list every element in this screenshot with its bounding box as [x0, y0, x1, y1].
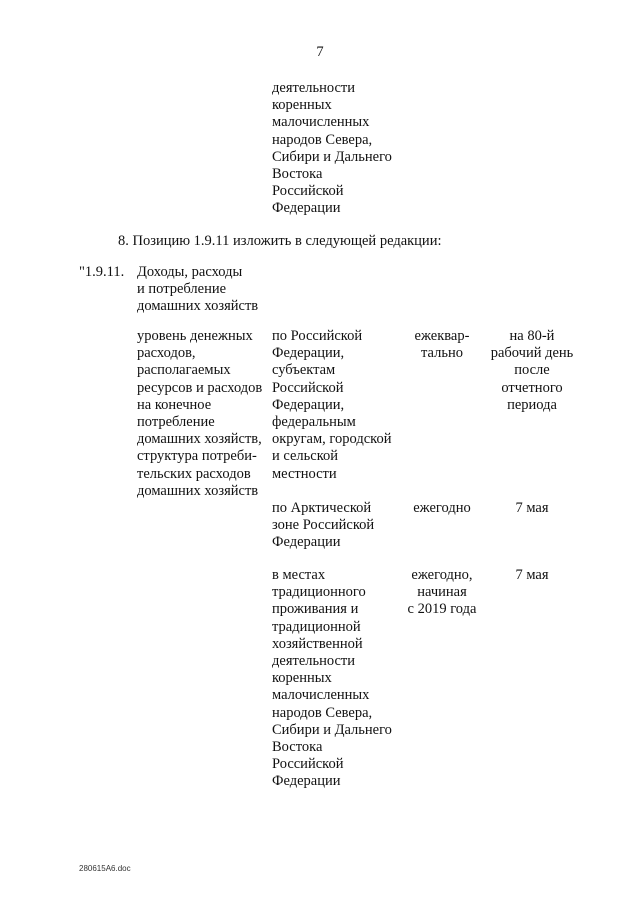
- row-2-deadline: [482, 500, 582, 517]
- text-line: уровень денежных: [137, 328, 253, 344]
- text-line: хозяйственной: [272, 635, 363, 652]
- text-line: в местах: [272, 567, 326, 583]
- row-2-periodicity: [396, 500, 488, 517]
- text-line: и сельской: [272, 448, 339, 465]
- text-line: ежеквар-: [414, 328, 470, 344]
- text-line: 7 мая: [515, 500, 549, 516]
- text-line: проживания и: [272, 601, 359, 618]
- text-line: домашних хозяйств: [137, 298, 259, 315]
- text-line: субъектам: [272, 362, 336, 379]
- text-line: ежегодно,: [411, 567, 473, 583]
- text-line: по Российской: [272, 328, 363, 344]
- text-line: зоне Российской: [272, 517, 375, 534]
- text-line: народов Севера,: [272, 131, 373, 148]
- text-line: ресурсов и расходов: [137, 379, 263, 396]
- text-line: Российской: [272, 756, 344, 773]
- text-line: Федерации: [272, 534, 341, 551]
- text-line: Федерации: [272, 773, 341, 790]
- text-line: отчетного: [501, 379, 563, 396]
- text-line: домашних хозяйств: [137, 482, 259, 499]
- text-line: по Арктической: [272, 500, 372, 516]
- text-line: на конечное: [137, 396, 212, 413]
- text-line: периода: [507, 396, 557, 413]
- indicator-description: [137, 328, 262, 500]
- text-line: Востока: [272, 739, 323, 756]
- text-line: потребление: [137, 414, 215, 431]
- text-line: и потребление: [137, 281, 227, 298]
- text-line: коренных: [272, 97, 332, 114]
- section-title: [137, 264, 258, 316]
- text-line: Российской: [272, 183, 344, 200]
- text-line: тально: [421, 345, 463, 362]
- row-1-periodicity: [396, 328, 488, 362]
- page-number: 7: [316, 44, 324, 60]
- text-line: начиная: [417, 584, 467, 601]
- text-line: Сибири и Дальнего: [272, 721, 392, 738]
- text-line: деятельности: [272, 653, 356, 670]
- text-line: народов Севера,: [272, 704, 373, 721]
- text-line: малочисленных: [272, 114, 370, 131]
- text-line: деятельности: [272, 80, 356, 96]
- text-line: домашних хозяйств,: [137, 431, 262, 448]
- text-line: Российской: [272, 379, 344, 396]
- text-line: с 2019 года: [407, 601, 477, 618]
- text-line: расходов,: [137, 345, 196, 362]
- amendment-instruction: 8. Позицию 1.9.11 изложить в следующей редакции:: [118, 233, 442, 249]
- row-3-deadline: [482, 567, 582, 584]
- text-line: 7 мая: [515, 567, 549, 583]
- continued-coverage-text: [272, 80, 392, 218]
- text-line: после: [514, 362, 550, 379]
- row-3-coverage: [272, 567, 392, 791]
- text-line: Федерации: [272, 200, 341, 217]
- text-line: Востока: [272, 166, 323, 183]
- text-line: коренных: [272, 670, 332, 687]
- row-1-deadline: [482, 328, 582, 414]
- text-line: тельских расходов: [137, 465, 251, 482]
- text-line: Сибири и Дальнего: [272, 148, 392, 165]
- text-line: на 80-й: [509, 328, 555, 344]
- text-line: рабочий день: [490, 345, 574, 362]
- text-line: малочисленных: [272, 687, 370, 704]
- text-line: местности: [272, 465, 337, 482]
- row-3-periodicity: [396, 567, 488, 619]
- text-line: Федерации,: [272, 396, 345, 413]
- text-line: традиционной: [272, 618, 361, 635]
- text-line: располагаемых: [137, 362, 231, 379]
- text-line: структура потреби-: [137, 448, 257, 465]
- text-line: Федерации,: [272, 345, 345, 362]
- text-line: традиционного: [272, 584, 366, 601]
- text-line: округам, городской: [272, 431, 392, 448]
- text-line: Доходы, расходы: [137, 264, 243, 280]
- row-2-coverage: [272, 500, 374, 552]
- text-line: ежегодно: [413, 500, 471, 516]
- text-line: федеральным: [272, 414, 356, 431]
- document-filename: 280615A6.doc: [79, 864, 131, 873]
- section-code: "1.9.11.: [79, 264, 125, 280]
- row-1-coverage: [272, 328, 391, 483]
